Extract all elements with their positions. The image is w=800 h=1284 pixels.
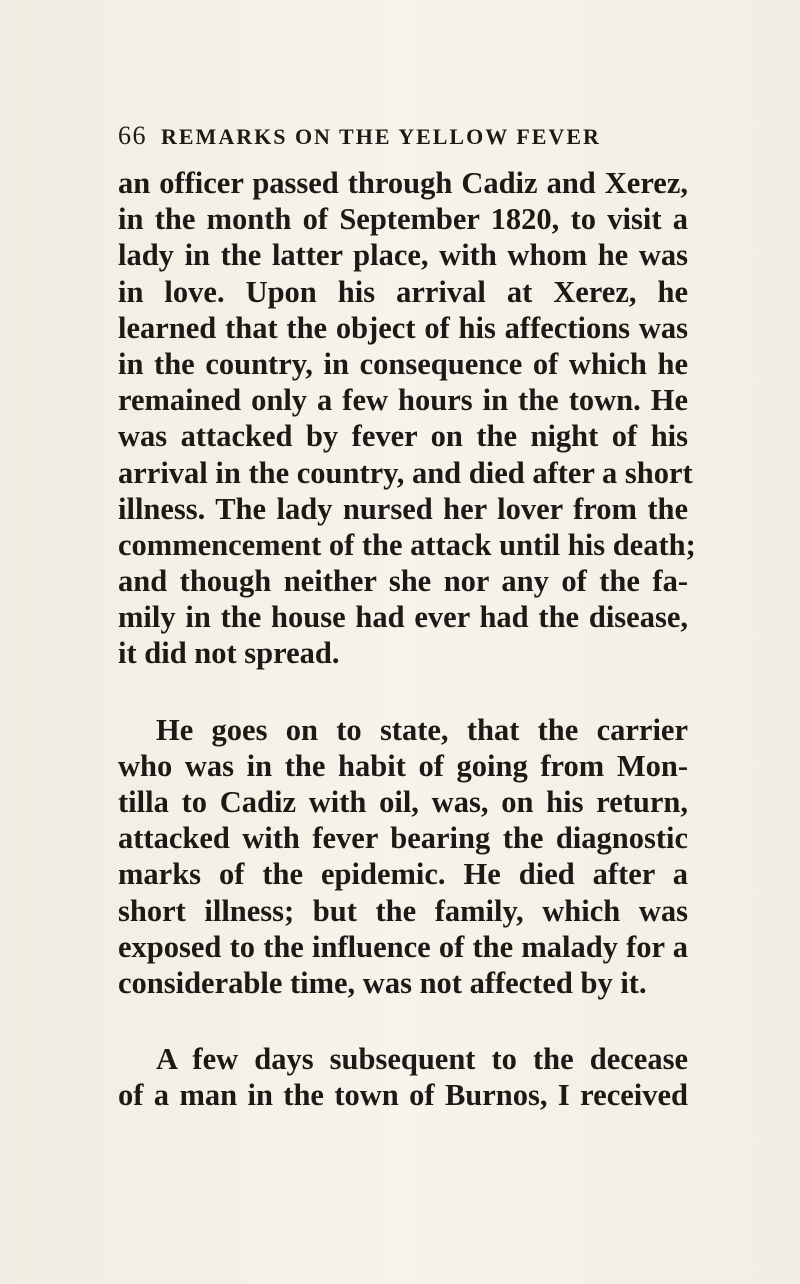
text-line: remained only a few hours in the town. He xyxy=(118,383,688,418)
text-line: A few days subsequent to the decease xyxy=(156,1042,688,1077)
text-line: of a man in the town of Burnos, I received xyxy=(118,1078,688,1113)
text-line: it did not spread. xyxy=(118,636,340,671)
page-number: 66 xyxy=(118,121,147,150)
text-line: tilla to Cadiz with oil, was, on his return, xyxy=(118,785,688,819)
running-head xyxy=(118,121,688,161)
text-line: marks of the epidemic. He died after a xyxy=(118,857,688,892)
text-line: arrival in the country, and died after a short xyxy=(118,455,693,490)
text-line: was attacked by fever on the night of his xyxy=(118,419,688,454)
text-line: He goes on to state, that the carrier xyxy=(156,712,688,747)
text-line: who was in the habit of going from Mon- xyxy=(118,748,688,783)
text-line: considerable time, was not affected by it. xyxy=(118,965,647,1000)
text-line: in the country, in consequence of which he xyxy=(118,346,688,381)
text-line: in the month of September 1820, to visit a xyxy=(118,202,688,237)
text-line: and though neither she nor any of the fa- xyxy=(118,564,688,599)
text-line: commencement of the attack until his death; xyxy=(118,527,696,562)
text-line: attacked with fever bearing the diagnostic xyxy=(118,821,688,856)
paragraph-gap xyxy=(118,672,688,712)
text-line: exposed to the influence of the malady for a xyxy=(118,929,688,964)
text-line: mily in the house had ever had the disease, xyxy=(118,600,688,635)
running-head-title: REMARKS ON THE YELLOW FEVER xyxy=(161,124,601,149)
text-line: lady in the latter place, with whom he was xyxy=(118,238,688,273)
text-line: an officer passed through Cadiz and Xerez, xyxy=(118,166,688,200)
paragraph-gap xyxy=(118,1001,688,1041)
paragraph-1 xyxy=(118,165,696,672)
text-line: illness. The lady nursed her lover from the xyxy=(118,491,688,526)
text-line: in love. Upon his arrival at Xerez, he xyxy=(118,274,688,309)
body-text xyxy=(118,165,696,1114)
paragraph-3 xyxy=(118,1041,688,1113)
text-line: short illness; but the family, which was xyxy=(118,893,688,928)
paragraph-2 xyxy=(118,712,688,1002)
text-line: learned that the object of his affections was xyxy=(118,310,688,345)
